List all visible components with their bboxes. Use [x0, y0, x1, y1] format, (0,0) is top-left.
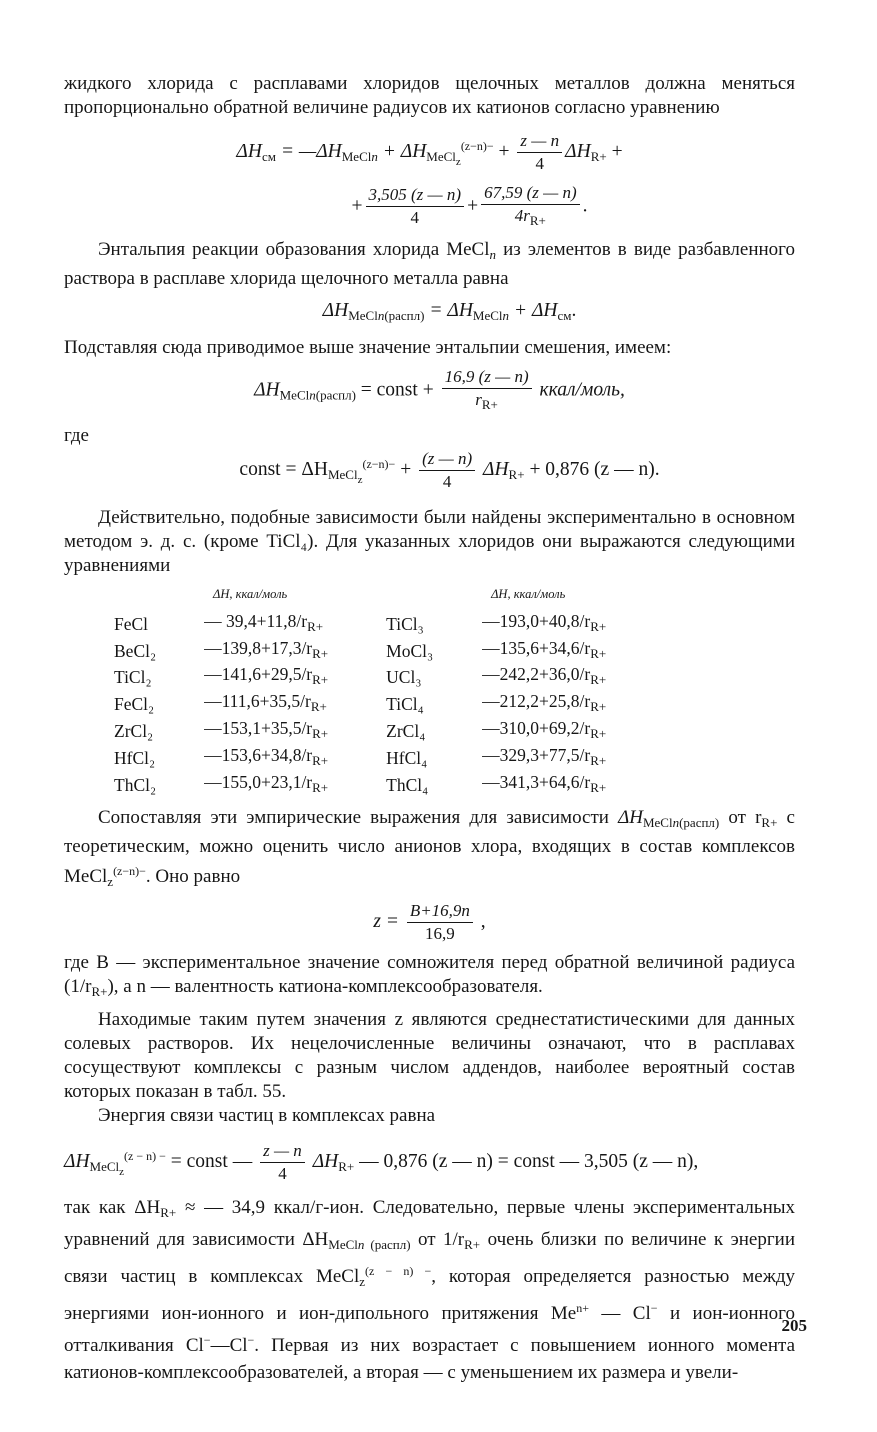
table-cell-subscript: R+ [590, 725, 607, 741]
table-cell-enthalpy [164, 691, 336, 718]
eq1-sub2: MeCl [341, 148, 372, 164]
eq1-fraction-1: $\frac{z — n}{4}$ [517, 130, 562, 175]
table-row [106, 718, 614, 745]
table-cell-compound: HfCl₂ [114, 747, 156, 768]
table-cell-enthalpy [164, 638, 336, 665]
table-cell-enthalpy [442, 745, 614, 772]
equation-1-line-2 [64, 182, 795, 232]
equation-3: $\Delta H_{MeCln(распл)}$ = const + $\frac{16,9 (z — n)}{r_{R+}}$ ккал/моль, [64, 366, 795, 416]
table-cell-compound: ZrCl₂ [114, 720, 154, 741]
eq1-tail-sub: R+ [590, 148, 607, 164]
table-cell-subscript: R+ [310, 699, 327, 715]
table-cell-subscript: R+ [590, 618, 607, 634]
table-cell-subscript: R+ [307, 618, 324, 634]
eq3-fraction: $\frac{16,9 (z — n)}{r_{R+}}$ [442, 366, 532, 416]
table-header-left: ΔH, ккал/моль [213, 586, 288, 601]
equation-1-line-1 [64, 130, 795, 176]
table-row [106, 745, 614, 772]
table-row [106, 638, 614, 665]
table-cell-value: —153,1+35,5/r [204, 717, 313, 738]
table-cell-subscript: R+ [312, 752, 329, 768]
eq1-fraction-3: $\frac{67,59 (z — n)}{4r_{R+}}$ [481, 182, 580, 232]
table-cell-compound: FeCl₂ [114, 694, 155, 715]
table-cell-subscript: R+ [312, 672, 329, 688]
equation-6: $\Delta H_{MeCl_z}^{(z - n) -}$ = const — $\frac{z — n}{4}$ $\Delta H_{R+}$ — 0,876 (z — n) = const — 3,505 (z — n), [64, 1141, 699, 1184]
where-label: где [64, 424, 89, 446]
table-cell-compound: MoCl₃ [386, 640, 434, 661]
table-cell-value: —242,2+36,0/r [482, 664, 591, 685]
table-cell-value: —111,6+35,5/r [204, 691, 311, 712]
paragraph-9: так как $\Delta H_{R+}$ ≈ — 34,9 ккал/г-ион. Следовательно, первые члены экспериментальных уравнений для зависимости $\Delta H_{MeCln (распл)}$ от $1/r_{R+}$ очень близки по величине к энергии связи частиц в комплексах MeCl$_z^{(z - n) -}$, которая определяется разностью между энергиями ион-ионного и ион-дипольного притяжения $Me^{n+}$ — Cl− и ион-ионного отталкивания Cl−—Cl−. Первая из них возрастает с повышением ионного момента катионов-комплексообразователей, а вторая — с уменьшением их размера и увели- [64, 1197, 796, 1384]
equation-2: $\Delta H_{MeCln(распл)} = \Delta H_{MeCln} + \Delta H_{см}$. [322, 299, 577, 323]
table-cell-value: —141,6+29,5/r [204, 664, 313, 685]
table-cell-subscript: R+ [590, 699, 607, 715]
page-number: 205 [781, 1316, 807, 1335]
eq1-plus: + ΔH [377, 140, 427, 162]
table-cell-value: —139,8+17,3/r [204, 637, 313, 658]
eq1-dh: ΔH [236, 140, 262, 162]
table-cell-value: — 39,4+11,8/r [204, 610, 308, 631]
table-cell-subscript: R+ [312, 645, 329, 661]
table-cell-enthalpy [164, 745, 336, 772]
eq1-sup3: (z−n)− [460, 138, 494, 153]
eq1-sub2n: n [371, 148, 378, 164]
paragraph-5: Сопоставляя эти эмпирические выражения для зависимости $\Delta H_{MeCln(распл)}$ от $r_{R+}$ с теоретическим, можно оценить число анионов хлора, входящих в состав комплексов MeCl$_z^{(z-n)-}$. Оно равно [64, 807, 795, 890]
table-cell-subscript: R+ [312, 725, 329, 741]
eq1-tail: ΔH [565, 140, 591, 162]
table-cell-compound: ThCl₄ [386, 774, 429, 795]
table-cell-compound: FeCl [114, 613, 149, 634]
equation-5: z = $\frac{B+16,9n}{16,9}$ , [373, 901, 486, 944]
table-cell-compound: TiCl₂ [114, 667, 152, 688]
paragraph-4: Действительно, подобные зависимости были найдены экспериментально в основном методом э. д. с. (кроме TiCl₄). Для указанных хлоридов они выражаются следующими уравнениями [64, 506, 795, 576]
table-cell-subscript: R+ [312, 779, 329, 795]
paragraph-3: Подставляя сюда приводимое выше значение энтальпии смешения, имеем: [64, 336, 672, 358]
table-row [106, 772, 614, 799]
table-cell-value: —155,0+23,1/r [204, 771, 313, 792]
table-cell-compound: UCl₃ [386, 667, 422, 688]
table-cell-enthalpy [164, 611, 336, 638]
eq1-l2-plus: + [351, 195, 363, 217]
table-cell-enthalpy [442, 718, 614, 745]
eq1-sub3: MeCl [426, 148, 456, 164]
eq1-l2-end: . [582, 195, 588, 217]
paragraph-2: Энтальпия реакции образования хлорида MeCl$_n$ из элементов в виде разбавленного раствора в расплаве хлорида щелочного металла равна [64, 238, 796, 289]
table-cell-compound: BeCl₂ [114, 640, 157, 661]
table-cell-compound: TiCl₃ [386, 613, 424, 634]
eq1-sub: см [261, 148, 276, 164]
table-cell-value: —212,2+25,8/r [482, 691, 591, 712]
table-row [106, 611, 614, 638]
equation-4: const = $\Delta H_{MeCl_z}^{(z-n)-}$ + $\frac{(z — n)}{4}$ $\Delta H_{R+} + 0,876$ (z — n). [239, 448, 660, 491]
table-cell-subscript: R+ [590, 779, 607, 795]
table-cell-enthalpy [442, 691, 614, 718]
eq1-plus2: + [493, 140, 515, 162]
eq1-sub3z: z [455, 155, 461, 168]
eq4-fraction: $\frac{(z — n)}{4}$ [419, 448, 475, 493]
paragraph-1: жидкого хлорида с расплавами хлоридов щелочных металлов должна меняться пропорционально обратной величине радиусов их катионов согласно уравнению [64, 73, 795, 118]
table-cell-value: —193,0+40,8/r [482, 610, 591, 631]
table-cell-value: —153,6+34,8/r [204, 744, 313, 765]
eq1-mid: = —ΔH [275, 140, 342, 162]
table-cell-value: —310,0+69,2/r [482, 717, 591, 738]
table-cell-enthalpy [164, 664, 336, 691]
table-header-row [106, 584, 614, 611]
table-cell-enthalpy [164, 772, 336, 799]
table-cell-enthalpy [442, 772, 614, 799]
eq6-fraction: $\frac{z — n}{4}$ [260, 1140, 305, 1185]
eq1-fraction-2: $\frac{3,505 (z — n)}{4}$ [366, 184, 465, 229]
table-cell-enthalpy [164, 718, 336, 745]
table-cell-value: —341,3+64,6/r [482, 771, 591, 792]
table-row [106, 691, 614, 718]
table-header-right: ΔH, ккал/моль [491, 586, 566, 601]
table-cell-enthalpy [442, 664, 614, 691]
table-cell-compound: ThCl₂ [114, 774, 157, 795]
eq1-tail-end: + [606, 140, 623, 162]
table-cell-value: —329,3+77,5/r [482, 744, 591, 765]
paragraph-7: Находимые таким путем значения z являются среднестатистическими для данных солевых растворов. Их нецелочисленные величины означают, что в расплавах сосуществуют комплексы с разным числом аддендов, наиболее вероятный состав которых показан в табл. 55. [64, 1009, 795, 1103]
table-cell-subscript: R+ [590, 752, 607, 768]
table-row [106, 664, 614, 691]
paragraph-6: где B — экспериментальное значение сомножителя перед обратной величиной радиуса $(1/r_{R+})$, а n — валентность катиона-комплексообразователя. [64, 952, 795, 1000]
enthalpy-table [106, 584, 614, 798]
eq5-fraction: $\frac{B+16,9n}{16,9}$ [407, 900, 473, 945]
table-cell-enthalpy [442, 611, 614, 638]
table-cell-value: —135,6+34,6/r [482, 637, 591, 658]
table-cell-subscript: R+ [590, 645, 607, 661]
table-cell-compound: HfCl₄ [386, 747, 428, 768]
table-cell-compound: TiCl₄ [386, 694, 424, 715]
table-cell-compound: ZrCl₄ [386, 720, 426, 741]
table-cell-subscript: R+ [590, 672, 607, 688]
table-cell-enthalpy [442, 638, 614, 665]
eq1-l2-plus2: + [467, 195, 479, 217]
paragraph-8: Энергия связи частиц в комплексах равна [98, 1105, 436, 1127]
